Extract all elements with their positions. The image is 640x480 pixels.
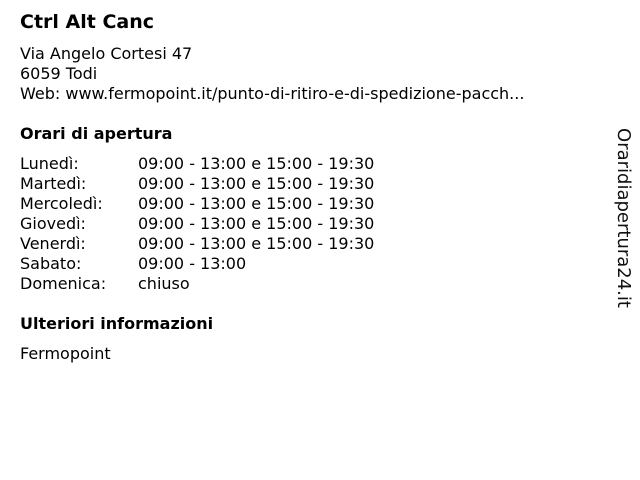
hours-time: 09:00 - 13:00 e 15:00 - 19:30 xyxy=(138,234,375,253)
further-info-text: Fermopoint xyxy=(20,344,111,363)
hours-time: chiuso xyxy=(138,274,190,293)
site-watermark: Oraridiapertura24.it xyxy=(613,128,634,308)
address-street: Via Angelo Cortesi 47 xyxy=(20,44,193,63)
hours-time: 09:00 - 13:00 e 15:00 - 19:30 xyxy=(138,154,375,173)
hours-time: 09:00 - 13:00 xyxy=(138,254,247,273)
hours-time: 09:00 - 13:00 e 15:00 - 19:30 xyxy=(138,214,375,233)
hours-time: 09:00 - 13:00 e 15:00 - 19:30 xyxy=(138,174,375,193)
hours-day: Mercoledì: xyxy=(20,194,103,213)
hours-day: Venerdì: xyxy=(20,234,86,253)
further-info-heading: Ulteriori informazioni xyxy=(20,314,214,333)
website-link[interactable]: Web: www.fermopoint.it/punto-di-ritiro-e-di-spedizione-pacch... xyxy=(20,84,525,103)
store-name: Ctrl Alt Canc xyxy=(20,11,154,33)
hours-day: Lunedì: xyxy=(20,154,79,173)
address-city: 6059 Todi xyxy=(20,64,98,83)
hours-day: Sabato: xyxy=(20,254,82,273)
hours-time: 09:00 - 13:00 e 15:00 - 19:30 xyxy=(138,194,375,213)
hours-day: Martedì: xyxy=(20,174,87,193)
hours-day: Giovedì: xyxy=(20,214,86,233)
hours-day: Domenica: xyxy=(20,274,107,293)
opening-hours-heading: Orari di apertura xyxy=(20,124,173,143)
